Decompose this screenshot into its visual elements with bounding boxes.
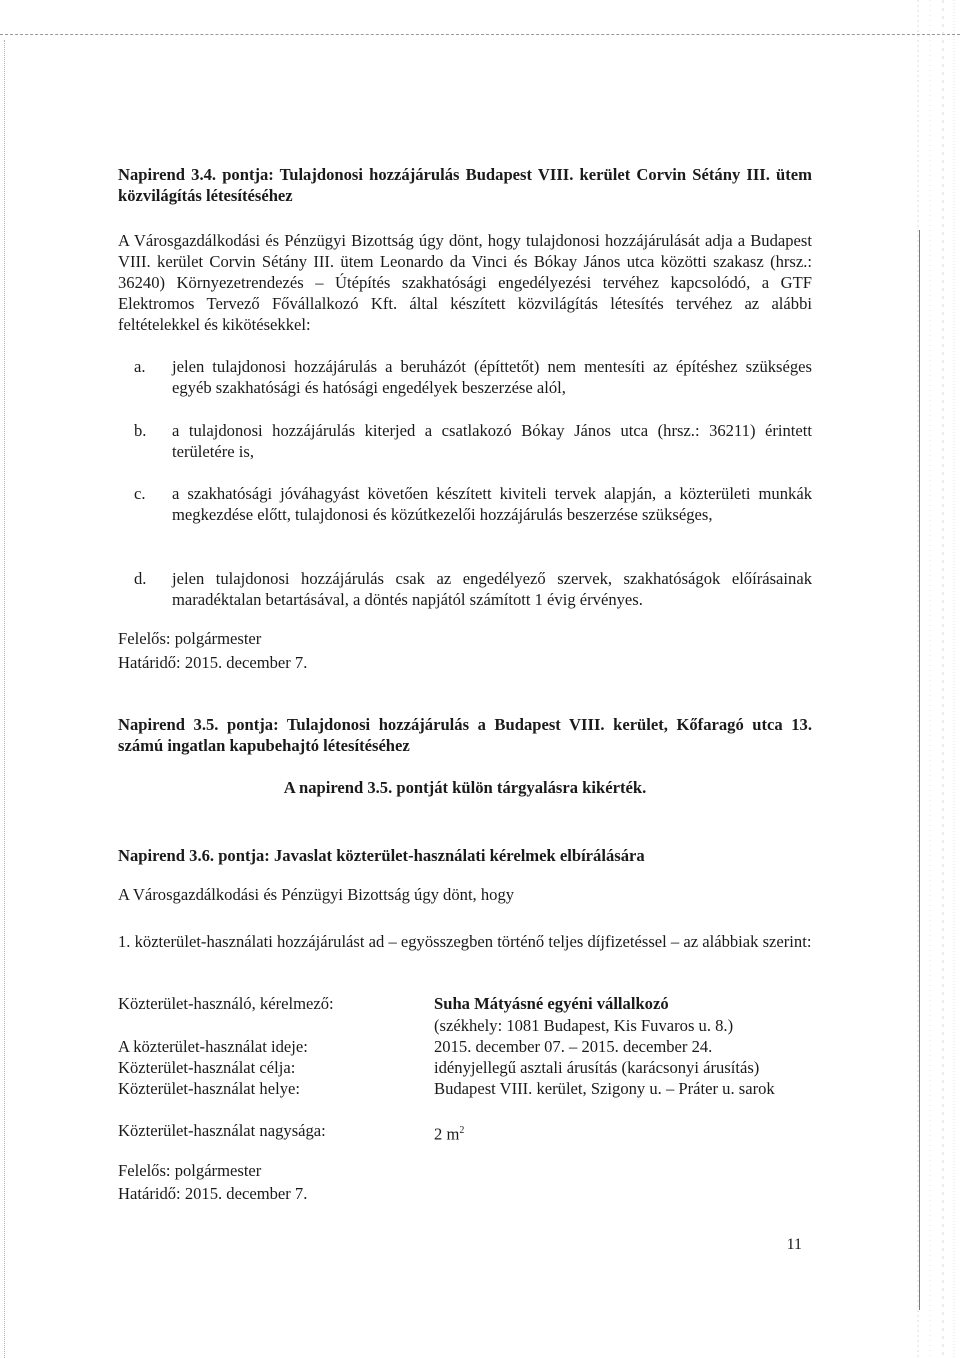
place-value: Budapest VIII. kerület, Szigony u. – Práter u. sarok (434, 1079, 775, 1098)
item-3-6-point: 1. közterület-használati hozzájárulást ad – egyösszegben történő teljes díjfizetéssel – az alábbiak szerint: (118, 932, 812, 951)
condition-a-text: jelen tulajdonosi hozzájárulás a beruházót (építtetőt) nem mentesíti az építéshez szükséges egyéb szakhatósági és hatósági engedélyek beszerzése alól, (172, 357, 812, 397)
size-label: Közterület-használat nagysága: (118, 1121, 326, 1140)
item-3-4-deadline: Határidő: 2015. december 7. (118, 653, 308, 672)
scan-right-margin-noise (908, 0, 960, 1358)
item-3-5-heading: Napirend 3.5. pontja: Tulajdonosi hozzájárulás a Budapest VIII. kerület, Kőfaragó utca 13. számú ingatlan kapubehajtó létesítéséhez (118, 715, 812, 755)
condition-b-letter: b. (134, 421, 147, 440)
item-3-6-intro: A Városgazdálkodási és Pénzügyi Bizottság úgy dönt, hogy (118, 885, 515, 904)
item-3-5-note: A napirend 3.5. pontját külön tárgyalásra kikérték. (283, 778, 647, 797)
item-3-6-responsible: Felelős: polgármester (118, 1161, 262, 1180)
condition-d-letter: d. (134, 569, 147, 588)
item-3-6-heading: Napirend 3.6. pontja: Javaslat közterület-használati kérelmek elbírálására (118, 846, 645, 865)
purpose-label: Közterület-használat célja: (118, 1058, 296, 1077)
size-exponent: 2 (459, 1125, 465, 1136)
condition-c-text: a szakhatósági jóváhagyást követően készített kiviteli tervek alapján, a közterületi munkák megkezdése előtt, tulajdonosi és közútkezelői hozzájárulás beszerzése szükséges, (172, 484, 812, 524)
purpose-value: idényjellegű asztali árusítás (karácsonyi árusítás) (434, 1058, 760, 1077)
item-3-4-heading: Napirend 3.4. pontja: Tulajdonosi hozzájárulás Budapest VIII. kerület Corvin Sétány III. ütem közvilágítás létesítéséhez (118, 165, 812, 205)
item-3-4-responsible: Felelős: polgármester (118, 629, 262, 648)
condition-b-text: a tulajdonosi hozzájárulás kiterjed a csatlakozó Bókay János utca (hrsz.: 36211) érintett területére is, (172, 421, 812, 461)
applicant-seat: (székhely: 1081 Budapest, Kis Fuvaros u. 8.) (434, 1016, 734, 1035)
scan-left-edge (4, 40, 5, 1358)
applicant-name: Suha Mátyásné egyéni vállalkozó (434, 994, 669, 1013)
size-value-line (434, 1120, 814, 1145)
size-value: 2 m (434, 1124, 460, 1144)
condition-c-letter: c. (134, 484, 146, 503)
item-3-4-intro: A Városgazdálkodási és Pénzügyi Bizottság úgy dönt, hogy tulajdonosi hozzájárulását adja a Budapest VIII. kerület Corvin Sétány III. ütem Leonardo da Vinci és Bókay János utca közötti szakasz (hrsz.: 36240) Környezetrendezés – Útépítés szakhatósági engedélyezési tervéhez kapcsolódó, a GTF Elektromos Tervező Fővállalkozó Kft. által készített közvilágítás létesítés tervéhez az alábbi feltételekkel és kikötésekkel: (118, 231, 812, 334)
scan-top-edge (0, 34, 960, 35)
time-label: A közterület-használat ideje: (118, 1037, 308, 1056)
applicant-label: Közterület-használó, kérelmező: (118, 994, 334, 1013)
page-number: 11 (786, 1236, 802, 1253)
condition-d-text: jelen tulajdonosi hozzájárulás csak az engedélyező szervek, szakhatóságok előírásainak maradéktalan betartásával, a döntés napjától számított 1 évig érvényes. (172, 569, 812, 609)
place-label: Közterület-használat helye: (118, 1079, 300, 1098)
item-3-6-deadline: Határidő: 2015. december 7. (118, 1184, 308, 1203)
time-value: 2015. december 07. – 2015. december 24. (434, 1037, 713, 1056)
condition-a-letter: a. (134, 357, 146, 376)
